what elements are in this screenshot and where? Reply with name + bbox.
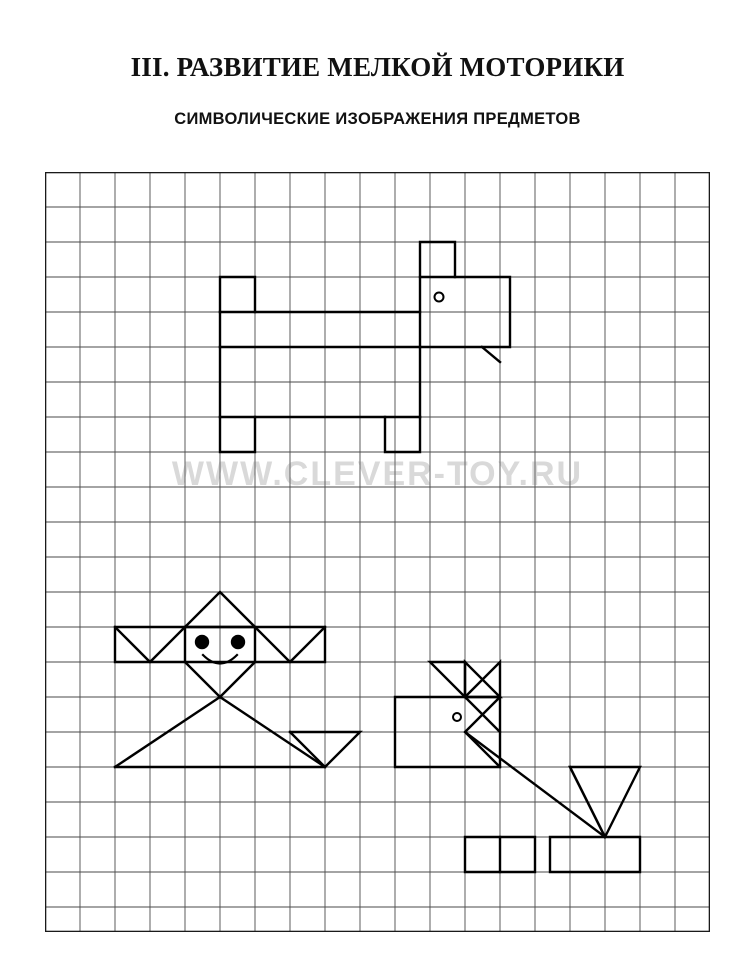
page-title: III. РАЗВИТИЕ МЕЛКОЙ МОТОРИКИ (130, 52, 625, 82)
page-subtitle: СИМВОЛИЧЕСКИЕ ИЗОБРАЖЕНИЯ ПРЕДМЕТОВ (174, 110, 581, 128)
grid-lines (45, 172, 710, 932)
watermark-text: WWW.CLEVER-TOY.RU (171, 455, 584, 493)
grid-canvas (45, 172, 710, 932)
